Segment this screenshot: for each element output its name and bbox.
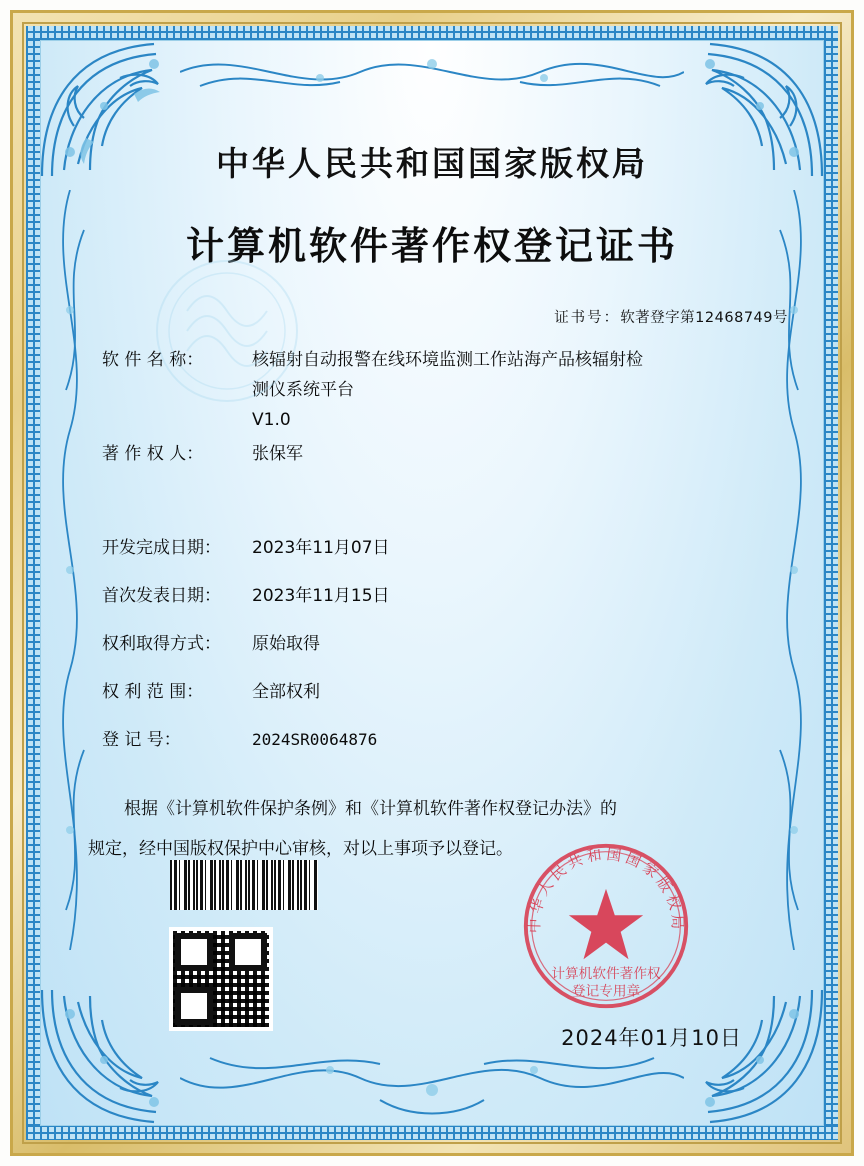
svg-text:中华人民共和国国家版权局: 中华人民共和国国家版权局 — [526, 845, 686, 934]
publish-date-value: 2023年11月15日 — [252, 586, 390, 606]
qr-code-image — [170, 928, 272, 1030]
acquisition-method-label: 权利取得方式： — [102, 634, 221, 654]
legal-statement-line1 — [88, 789, 774, 829]
software-name-line2: 测仪系统平台 — [252, 380, 354, 400]
rights-scope-value: 全部权利 — [252, 682, 320, 702]
software-name-label: 软 件 名 称： — [102, 350, 204, 370]
svg-text:登记专用章: 登记专用章 — [571, 983, 641, 1000]
field-rights-scope — [102, 677, 794, 707]
development-date-value: 2023年11月07日 — [252, 538, 390, 558]
publish-date-label: 首次发表日期： — [102, 586, 221, 606]
copyright-owner-value: 张保军 — [252, 444, 303, 464]
software-name-value — [252, 345, 643, 435]
certificate-title: 计算机软件著作权登记证书 — [185, 223, 678, 268]
code-block — [170, 860, 318, 1030]
certificate-content — [60, 60, 804, 1106]
barcode-image — [170, 860, 318, 910]
certificate-number-line — [60, 306, 804, 327]
field-copyright-owner — [102, 439, 794, 469]
acquisition-method-value: 原始取得 — [252, 634, 320, 654]
field-software-name — [102, 345, 794, 435]
legal-statement-line2: 规定，经中国版权保护中心审核，对以上事项予以登记。 — [88, 839, 513, 859]
issue-date: 2024年01月10日 — [561, 1026, 742, 1050]
legal-statement-text1: 根据《计算机软件保护条例》和《计算机软件著作权登记办法》的 — [124, 799, 617, 819]
field-spacer — [102, 487, 794, 533]
software-version-value: V1.0 — [252, 410, 291, 430]
certificate-fields — [60, 345, 804, 755]
field-acquisition-method — [102, 629, 794, 659]
issuing-authority-title: 中华人民共和国国家版权局 — [216, 144, 648, 183]
rights-scope-label: 权 利 范 围： — [102, 682, 204, 702]
software-name-line1: 核辐射自动报警在线环境监测工作站海产品核辐射检 — [252, 350, 643, 370]
registration-number-label: 登 记 号： — [102, 730, 181, 750]
field-publish-date — [102, 581, 794, 611]
field-registration-number — [102, 725, 794, 755]
registration-number-value: 2024SR0064876 — [252, 730, 378, 749]
certificate-number-label: 证书号： — [554, 310, 621, 326]
field-development-date — [102, 533, 794, 563]
development-date-label: 开发完成日期： — [102, 538, 221, 558]
certificate-number-value: 软著登字第12468749号 — [620, 310, 788, 326]
copyright-owner-label: 著 作 权 人： — [102, 444, 204, 464]
official-seal — [518, 838, 694, 1014]
svg-text:计算机软件著作权: 计算机软件著作权 — [551, 965, 661, 982]
